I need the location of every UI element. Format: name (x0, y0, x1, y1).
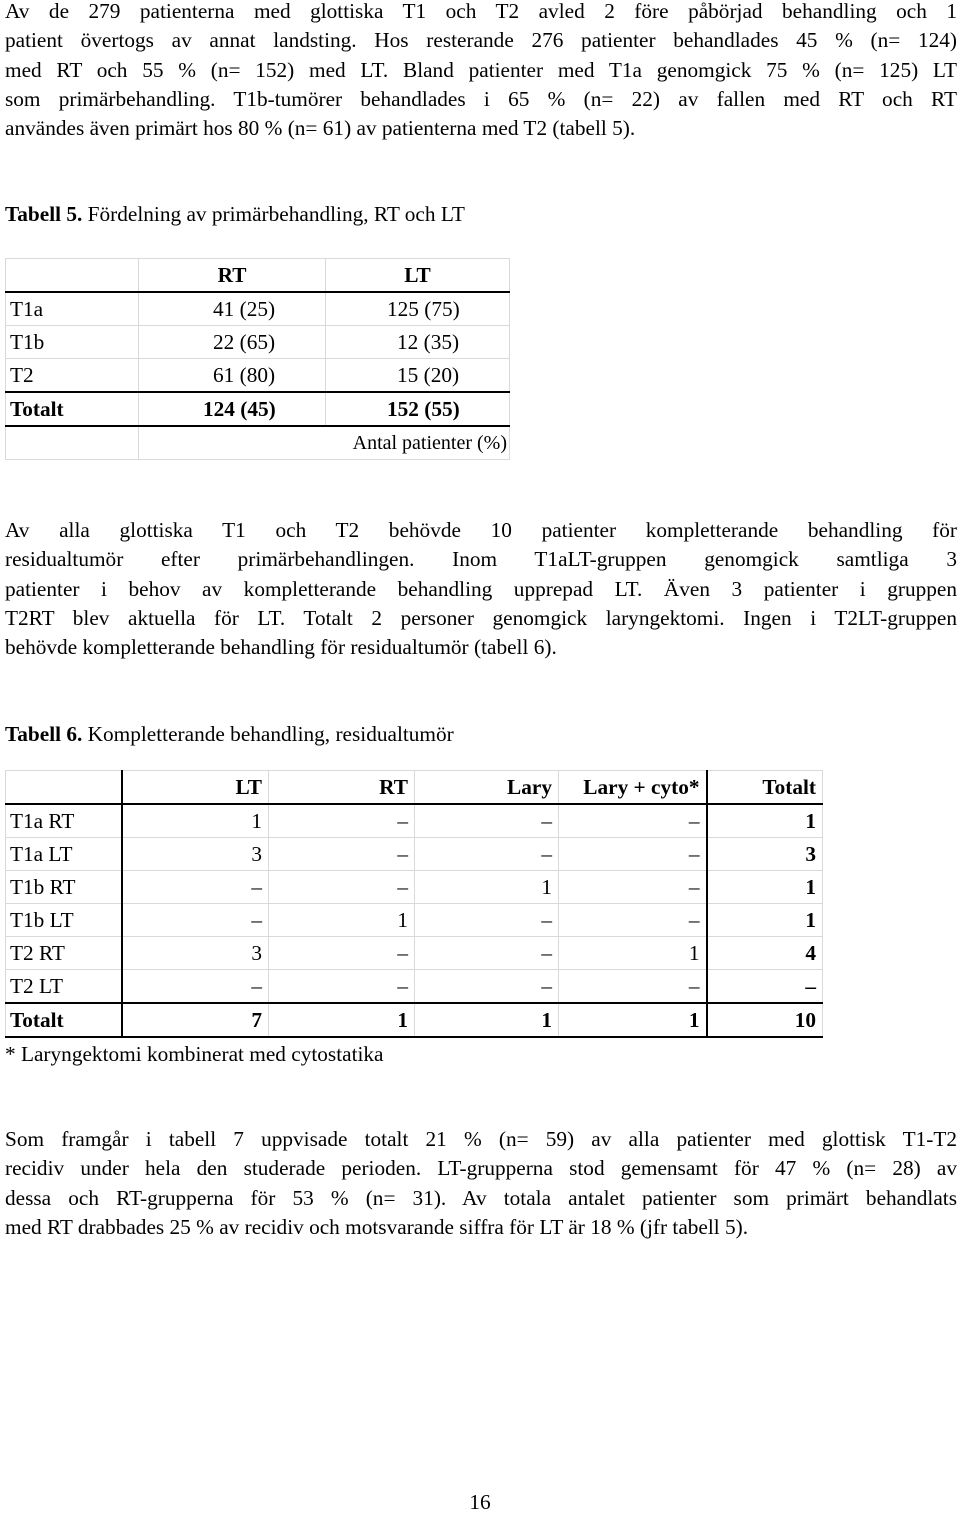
table6-total-value: 1 (559, 1003, 707, 1037)
table5-caption-text: Fördelning av primärbehandling, RT och LT (82, 202, 465, 226)
table6-cell: – (415, 904, 559, 937)
table5-lt-cell: 15 (20) (326, 359, 510, 393)
table5-header-rt: RT (139, 259, 326, 293)
table5-note: Antal patienter (%) (139, 426, 510, 460)
intro-line: patient övertogs av annat landsting. Hos resterande 276 patienter behandlades 45 % (n= 124) (5, 28, 957, 53)
closing-paragraph (5, 1125, 957, 1242)
table6-cell: – (269, 937, 415, 970)
table5-row-label: T2 (6, 359, 139, 393)
table6-total-label: Totalt (6, 1003, 122, 1037)
table6-cell: – (559, 838, 707, 871)
table-row (6, 871, 823, 904)
table5-total-label: Totalt (6, 392, 139, 426)
table5 (5, 258, 510, 460)
table6-header-cell: RT (269, 771, 415, 805)
table6-cell: 1 (269, 904, 415, 937)
table6-row-label: T1a LT (6, 838, 122, 871)
closing-line: recidiv under hela den studerade perioden. LT-grupperna stod gemensamt för 47 % (n= 28) av (5, 1156, 957, 1181)
intro-line: Av de 279 patienterna med glottiska T1 och T2 avled 2 före påbörjad behandling och 1 (5, 0, 957, 23)
table6-header-cell: Lary + cyto* (559, 771, 707, 805)
table6-header-cell: Totalt (707, 771, 823, 805)
intro-line: med RT och 55 % (n= 152) med LT. Bland patienter med T1a genomgick 75 % (n= 125) LT (5, 57, 957, 82)
table6-cell: – (122, 970, 269, 1004)
table6-row-label: T2 RT (6, 937, 122, 970)
intro-line: användes även primärt hos 80 % (n= 61) av patienterna med T2 (tabell 5). (5, 116, 636, 141)
table5-total-rt: 124 (45) (139, 392, 326, 426)
middle-line: T2RT blev aktuella för LT. Totalt 2 personer genomgick laryngektomi. Ingen i T2LT-gruppen (5, 605, 957, 630)
table6 (5, 770, 823, 1038)
middle-line: Av alla glottiska T1 och T2 behövde 10 patienter kompletterande behandling för (5, 518, 957, 542)
table5-note-row (6, 426, 510, 460)
table5-row-label: T1b (6, 326, 139, 359)
table5-caption-label: Tabell 5. (5, 202, 83, 226)
table6-total-value: 1 (269, 1003, 415, 1037)
table6-header-row (6, 771, 823, 805)
table5-header-lt: LT (326, 259, 510, 293)
table6-cell: – (415, 838, 559, 871)
table-row (6, 359, 510, 393)
table5-caption (5, 200, 465, 229)
table5-header-row (6, 259, 510, 293)
table6-total-cell: 4 (707, 937, 823, 970)
table6-cell: – (559, 804, 707, 838)
table-row (6, 804, 823, 838)
table5-rt-cell: 41 (25) (139, 292, 326, 326)
table6-cell: 1 (559, 937, 707, 970)
table-row (6, 292, 510, 326)
middle-line: behövde kompletterande behandling för residualtumör (tabell 6). (5, 635, 557, 660)
table6-total-row (6, 1003, 823, 1037)
intro-paragraph (5, 0, 957, 143)
table6-row-label: T1b RT (6, 871, 122, 904)
table6-cell: – (122, 904, 269, 937)
table6-total-value: 10 (707, 1003, 823, 1037)
table6-cell: – (122, 871, 269, 904)
middle-line: patienter i behov av kompletterande behandling upprepad LT. Även 3 patienter i gruppen (5, 576, 957, 601)
middle-paragraph (5, 516, 957, 662)
table6-caption-label: Tabell 6. (5, 722, 83, 746)
table6-cell: – (269, 838, 415, 871)
table6-cell: 1 (122, 804, 269, 838)
table6-row-label: T1b LT (6, 904, 122, 937)
table-row (6, 937, 823, 970)
table6-cell: – (415, 970, 559, 1004)
closing-line: dessa och RT-grupperna för 53 % (n= 31). Av totala antalet patienter som primärt behandlats (5, 1185, 957, 1210)
table-row (6, 970, 823, 1004)
table6-header-cell: Lary (415, 771, 559, 805)
table6-caption-text: Kompletterande behandling, residualtumör (82, 722, 454, 746)
table6-total-cell: 1 (707, 804, 823, 838)
table5-header-empty (6, 259, 139, 293)
table6-total-value: 1 (415, 1003, 559, 1037)
table6-cell: – (269, 804, 415, 838)
table5-rt-cell: 61 (80) (139, 359, 326, 393)
table6-cell: – (559, 871, 707, 904)
table5-total-lt: 152 (55) (326, 392, 510, 426)
table6-row-label: T2 LT (6, 970, 122, 1004)
middle-line: residualtumör efter primärbehandlingen. Inom T1aLT-gruppen genomgick samtliga 3 (5, 547, 957, 572)
closing-line: med RT drabbades 25 % av recidiv och motsvarande siffra för LT är 18 % (jfr tabell 5). (5, 1214, 749, 1239)
table5-row-label: T1a (6, 292, 139, 326)
table5-note-empty (6, 426, 139, 460)
table6-row-label: T1a RT (6, 804, 122, 838)
table6-footnote: * Laryngektomi kombinerat med cytostatika (5, 1042, 384, 1066)
table6-cell: 1 (415, 871, 559, 904)
intro-line: som primärbehandling. T1b-tumörer behandlades i 65 % (n= 22) av fallen med RT och RT (5, 86, 957, 111)
table6-cell: 3 (122, 937, 269, 970)
closing-line: Som framgår i tabell 7 uppvisade totalt 21 % (n= 59) av alla patienter med glottisk T1-T2 (5, 1127, 957, 1151)
table-row (6, 326, 510, 359)
table-row (6, 904, 823, 937)
table6-cell: – (559, 904, 707, 937)
table6-cell: – (269, 871, 415, 904)
table6-cell: – (415, 937, 559, 970)
table6-header-cell: LT (122, 771, 269, 805)
table6-total-cell: 1 (707, 904, 823, 937)
table6-header-empty (6, 771, 122, 805)
table-row (6, 838, 823, 871)
table6-caption (5, 720, 454, 749)
table6-total-cell: 1 (707, 871, 823, 904)
table6-total-cell: – (707, 970, 823, 1004)
table5-total-row (6, 392, 510, 426)
table6-cell: – (269, 970, 415, 1004)
table6-cell: 3 (122, 838, 269, 871)
table6-total-cell: 3 (707, 838, 823, 871)
table6-cell: – (559, 970, 707, 1004)
table5-lt-cell: 12 (35) (326, 326, 510, 359)
table6-cell: – (415, 804, 559, 838)
page-number: 16 (469, 1490, 491, 1514)
table5-rt-cell: 22 (65) (139, 326, 326, 359)
table6-total-value: 7 (122, 1003, 269, 1037)
table5-lt-cell: 125 (75) (326, 292, 510, 326)
